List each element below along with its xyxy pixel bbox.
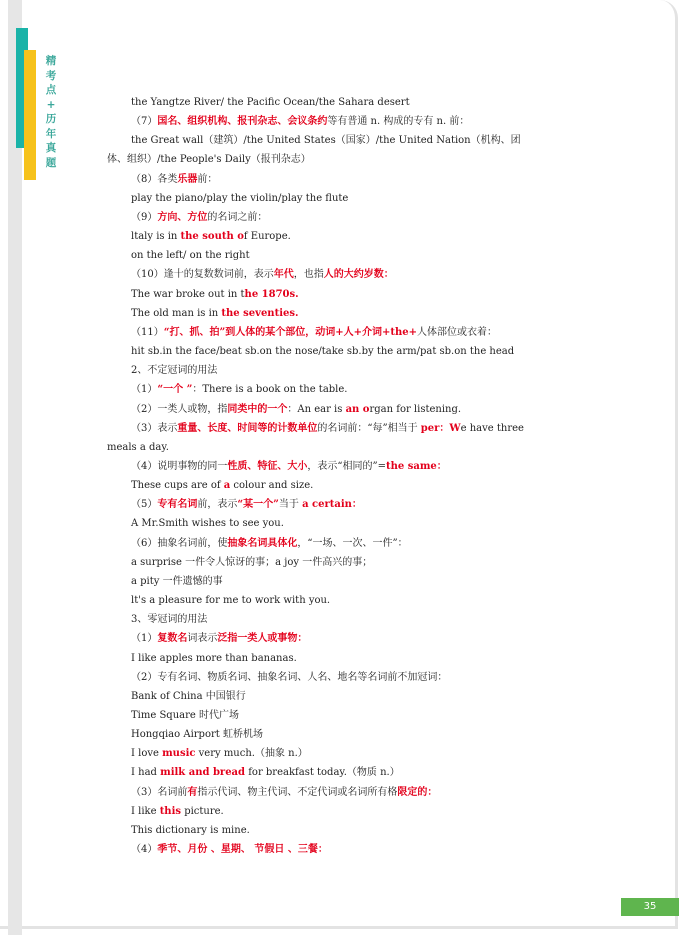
side-title-char: 题 [45, 156, 57, 169]
body-text: 前： [197, 173, 218, 185]
text-line [107, 629, 581, 648]
body-text: （1） [131, 633, 158, 645]
body-text: 前，表示 [197, 499, 238, 511]
highlight-text: 方向、方位 [157, 211, 208, 223]
highlight-text: an o [345, 403, 370, 415]
highlight-text: this [159, 805, 182, 817]
body-text: ，表示“相同的”= [307, 460, 386, 472]
document-body [107, 93, 581, 859]
highlight-text: 季节、月份 、星期、 节假日 、三餐： [157, 844, 328, 856]
text-line [107, 706, 581, 725]
text-line [107, 246, 581, 265]
body-text: （9） [131, 211, 158, 223]
highlight-text: music [162, 748, 196, 760]
body-text: 当于 [278, 499, 303, 511]
text-line [107, 610, 581, 629]
body-text: very much.（抽象 n.） [195, 748, 308, 760]
text-line [107, 380, 581, 399]
body-text: 体、组织）/the People's Daily（报刊杂志） [107, 154, 311, 166]
body-text: picture. [181, 805, 224, 817]
body-text: （3）名词前 [131, 786, 188, 798]
body-text: play the piano/play the violin/play the flute [131, 192, 349, 204]
side-title-char: 点 [45, 84, 57, 96]
text-line [107, 112, 581, 131]
body-text: on the left/ on the right [131, 250, 250, 262]
body-text: These cups are of [131, 480, 224, 492]
text-line [107, 285, 581, 304]
body-text: Bank of China 中国银行 [131, 690, 246, 702]
text-line [107, 763, 581, 782]
highlight-text: 同类中的一个 [227, 403, 288, 415]
body-text: a pity 一件遗憾的事 [131, 575, 223, 587]
body-text: I had [131, 767, 161, 779]
body-text: The old man is in [131, 307, 222, 319]
body-text: This dictionary is mine. [131, 824, 250, 836]
decor-bar-yellow [24, 50, 36, 180]
body-text: ，“一场、一次、一件”： [297, 537, 408, 549]
side-title-char: + [46, 98, 56, 111]
text-line [107, 514, 581, 533]
body-text: ：An ear is [287, 403, 346, 415]
body-text: （7） [131, 116, 158, 128]
text-line [107, 170, 581, 189]
side-title-char: 考 [45, 69, 57, 82]
side-title-char: 年 [45, 127, 57, 140]
body-text: ，也指 [293, 269, 324, 281]
body-text: 的名词前：“每”相当于 [317, 422, 421, 434]
body-text: a surprise 一件令人惊讶的事；a joy 一件高兴的事； [131, 556, 373, 568]
side-title-char: 精 [45, 55, 57, 67]
text-line [107, 208, 581, 227]
highlight-text: 人的大约岁数： [323, 269, 394, 281]
text-line [107, 840, 581, 859]
text-line [107, 821, 581, 840]
body-text: 人体部位或衣着： [417, 326, 498, 338]
text-line [107, 495, 581, 514]
highlight-text: 专有名词 [157, 499, 198, 511]
body-text: 的名词之前： [207, 211, 268, 223]
text-line [107, 783, 581, 802]
page-number: 35 [621, 898, 679, 916]
body-text: （4）说明事物的同一 [131, 460, 228, 472]
text-line [107, 323, 581, 342]
body-text: e have three [460, 422, 524, 434]
highlight-text: 年代 [273, 269, 294, 281]
highlight-text: a [223, 480, 231, 492]
text-line [107, 304, 581, 323]
side-title-char: 真 [45, 142, 57, 154]
body-text: meals a day. [107, 441, 169, 453]
body-text: （4） [131, 844, 158, 856]
text-line [107, 572, 581, 591]
highlight-text: 泛指一类人或事物： [217, 633, 308, 645]
highlight-text: 复数名 [157, 633, 188, 645]
body-text: 2、不定冠词的用法 [131, 365, 218, 377]
side-title-char: 历 [45, 113, 57, 125]
body-text: 指示代词、物主代词、不定代词或名词所有格 [197, 786, 398, 798]
highlight-text: “一个 ” [157, 384, 193, 396]
body-text: （10）逢十的复数数词前，表示 [131, 269, 274, 281]
highlight-text: “打、抓、拍”到人体的某个部位，动词+人+介词+the+ [163, 326, 418, 338]
text-line [107, 744, 581, 763]
text-line [107, 400, 581, 419]
text-line [107, 534, 581, 553]
body-text: 等有普通 n. 构成的专有 n. 前： [327, 116, 470, 128]
body-text: colour and size. [230, 480, 314, 492]
body-text: ：There is a book on the table. [192, 384, 348, 396]
side-title [44, 54, 58, 170]
highlight-text: the same： [385, 460, 447, 472]
body-text: I love [131, 748, 163, 760]
text-line [107, 668, 581, 687]
text-line [107, 591, 581, 610]
text-line [107, 150, 581, 169]
text-line [107, 189, 581, 208]
text-line [107, 419, 581, 438]
text-line [107, 265, 581, 284]
text-line [107, 687, 581, 706]
highlight-text: 性质、特征、大小 [227, 460, 308, 472]
text-line [107, 457, 581, 476]
text-line [107, 649, 581, 668]
body-text: （8）各类 [131, 173, 178, 185]
body-text: 3、零冠词的用法 [131, 614, 208, 626]
body-text: （3）表示 [131, 422, 178, 434]
body-text: The war broke out in t [131, 288, 245, 300]
body-text: the Great wall（建筑）/the United States（国家）/the United Nation（机构、团 [131, 135, 521, 147]
highlight-text: 国名、组织机构、报刊杂志、会议条约 [157, 116, 328, 128]
highlight-text: 有 [187, 786, 198, 798]
highlight-text: 限定的： [397, 786, 438, 798]
text-line [107, 553, 581, 572]
body-text: f Europe. [243, 231, 291, 243]
body-text: （6）抽象名词前，使 [131, 537, 228, 549]
body-text: lt's a pleasure for me to work with you. [131, 595, 331, 607]
highlight-text: 乐器 [177, 173, 198, 185]
highlight-text: 抽象名词具体化 [227, 537, 298, 549]
text-line [107, 131, 581, 150]
highlight-text: “某一个” [237, 499, 279, 511]
text-line [107, 342, 581, 361]
text-line [107, 725, 581, 744]
highlight-text: the seventies. [221, 307, 299, 319]
body-text: Time Square 时代广场 [131, 710, 239, 721]
body-text: （2）一类人或物，指 [131, 403, 228, 415]
body-text: hit sb.in the face/beat sb.on the nose/take sb.by the arm/pat sb.on the head [131, 346, 515, 358]
body-text: A Mr.Smith wishes to see you. [131, 518, 284, 530]
body-text: ltaly is in [131, 231, 181, 243]
body-text: （11） [131, 326, 164, 338]
highlight-text: a certain： [302, 499, 362, 511]
highlight-text: 重量、长度、时间等的计数单位 [177, 422, 318, 434]
body-text: Hongqiao Airport 虹桥机场 [131, 729, 263, 741]
text-line [107, 361, 581, 380]
body-text: the Yangtze River/ the Pacific Ocean/the Sahara desert [131, 97, 410, 108]
highlight-text: milk and bread [160, 767, 246, 779]
text-line [107, 438, 581, 457]
body-text: （5） [131, 499, 158, 511]
text-line [107, 802, 581, 821]
body-text: （1） [131, 384, 158, 396]
text-line [107, 227, 581, 246]
body-text: rgan for listening. [369, 403, 462, 415]
body-text: for breakfast today.（物质 n.） [245, 767, 400, 779]
body-text: I like apples more than bananas. [131, 652, 297, 664]
highlight-text: the south o [180, 231, 244, 243]
text-line [107, 93, 581, 112]
text-line [107, 476, 581, 495]
body-text: 词表示 [187, 633, 218, 645]
body-text: I like [131, 805, 160, 817]
highlight-text: he 1870s. [244, 288, 299, 300]
highlight-text: per：W [420, 422, 461, 434]
body-text: （2）专有名词、物质名词、抽象名词、人名、地名等名词前不加冠词： [131, 671, 448, 683]
